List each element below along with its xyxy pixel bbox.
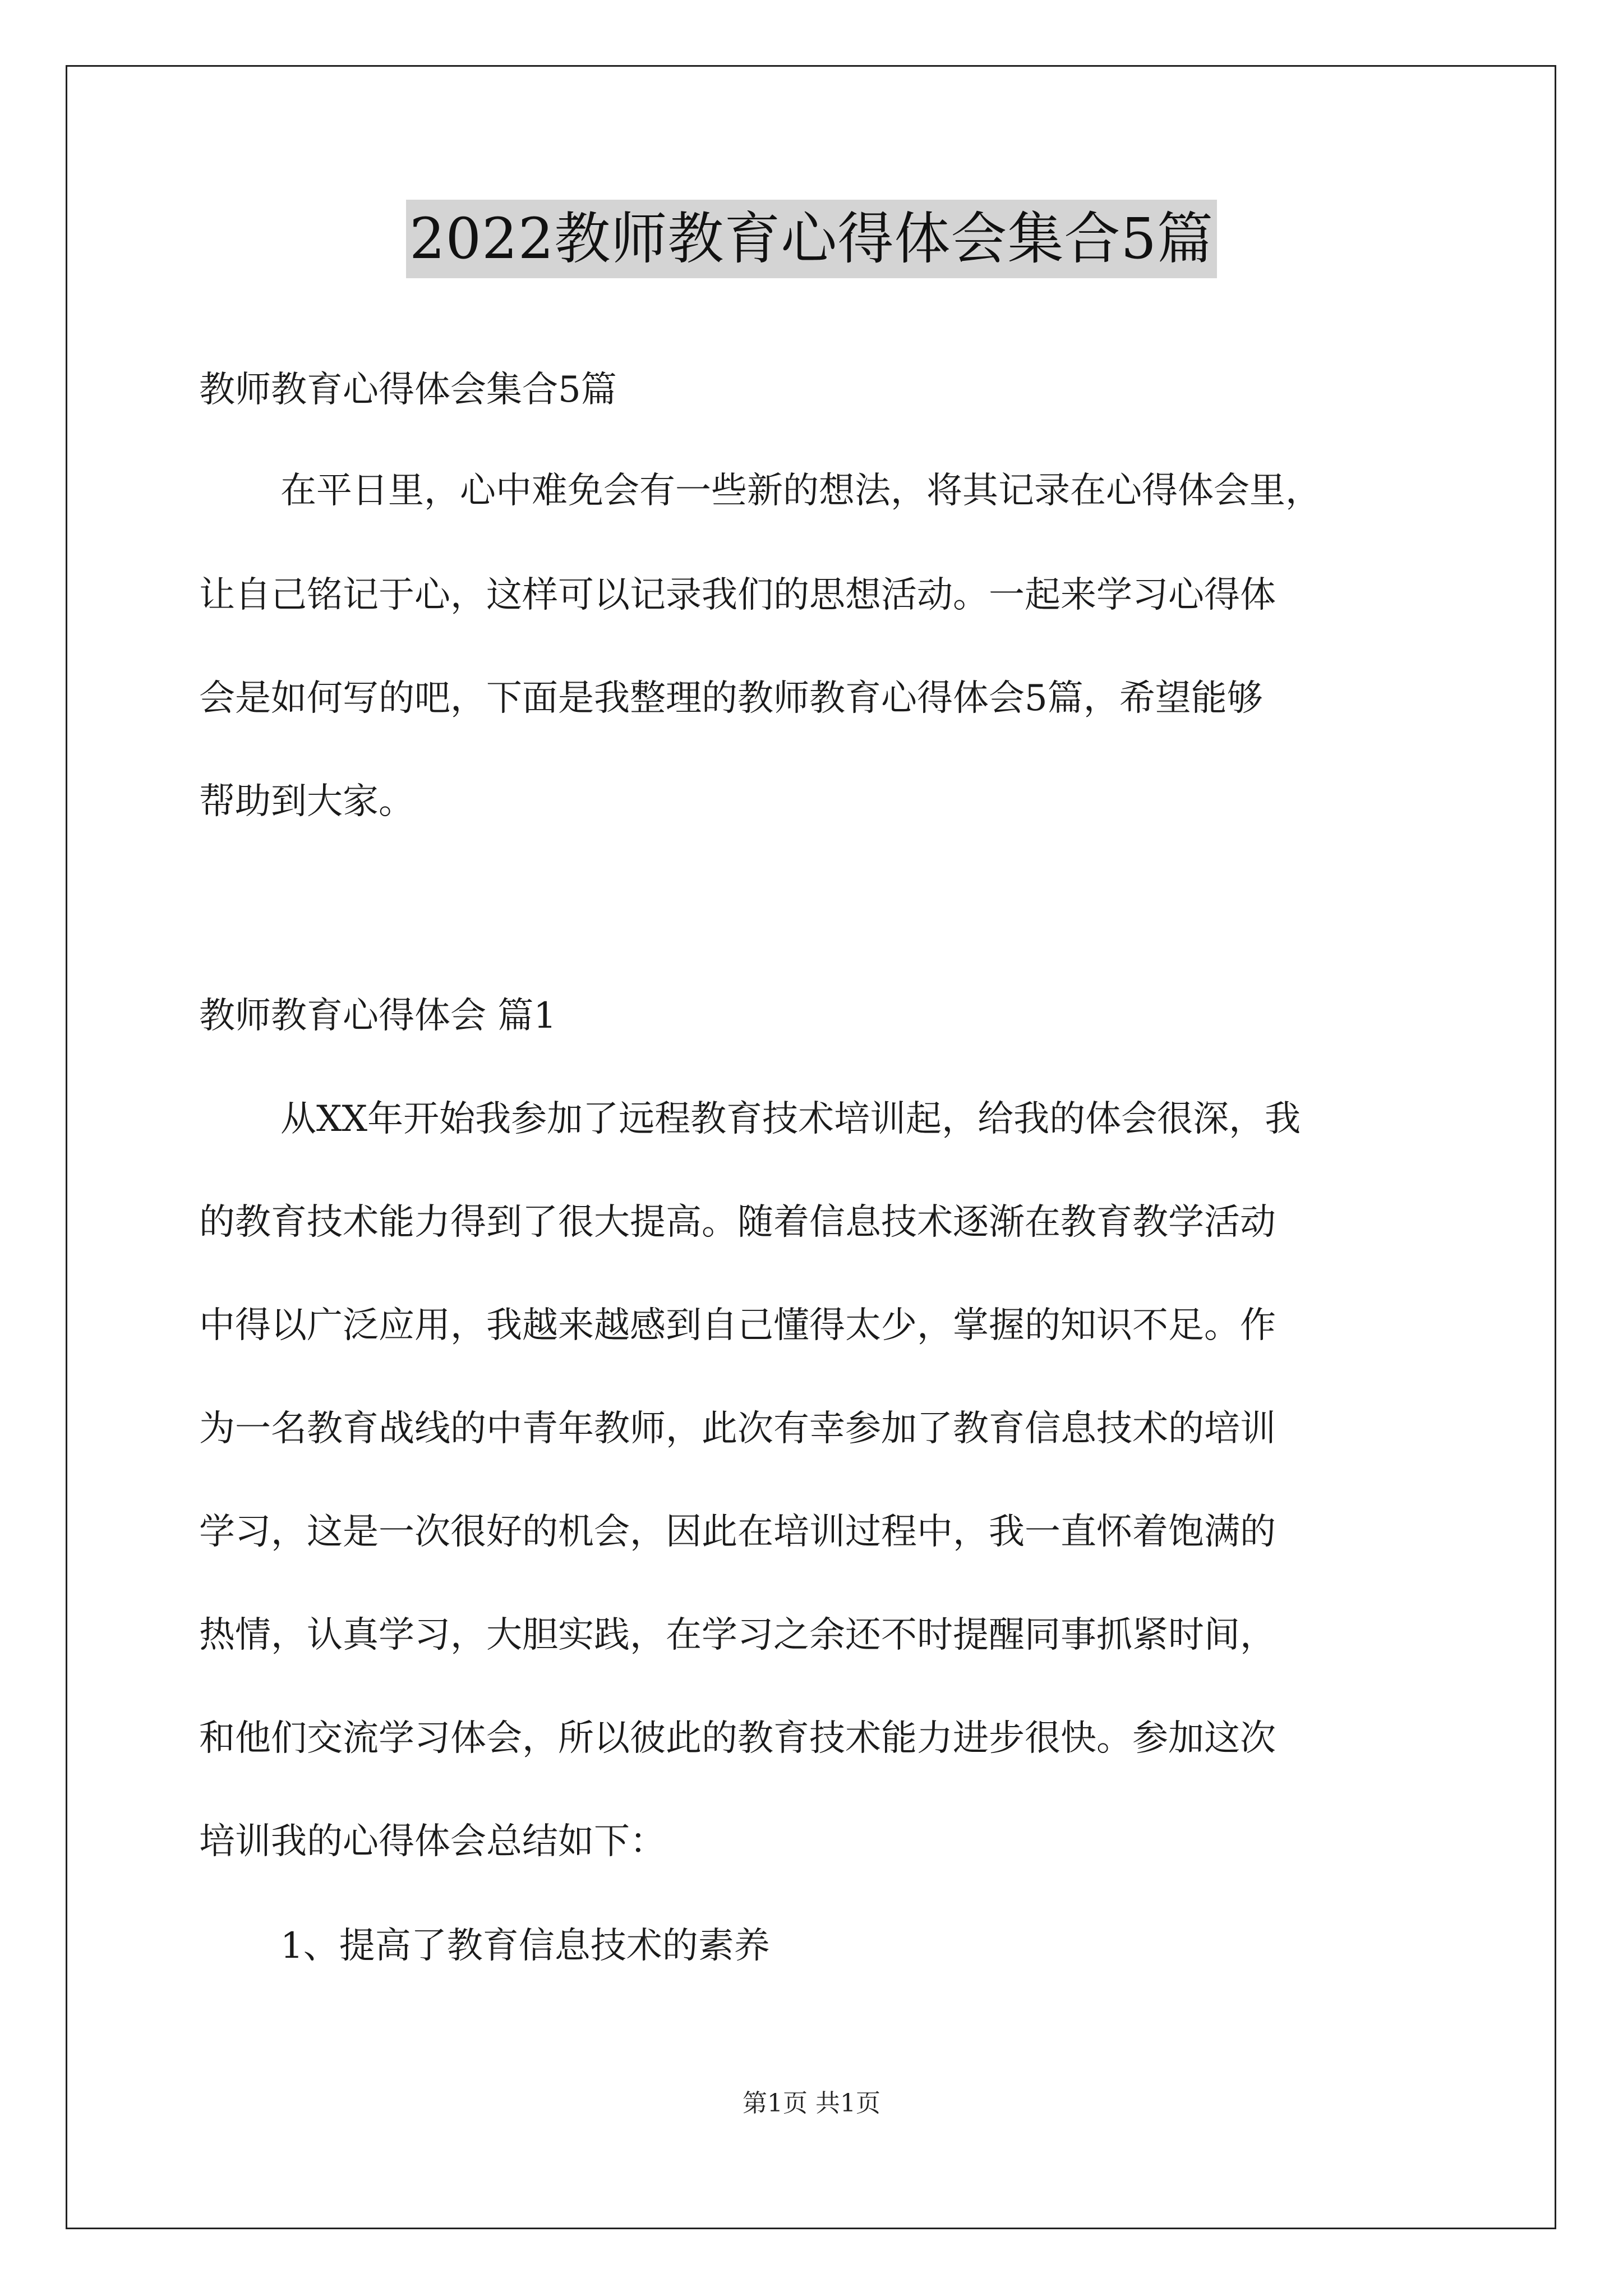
document-subtitle: 教师教育心得体会集合5篇 — [199, 369, 617, 411]
intro-line-4: 帮助到大家。 — [199, 781, 414, 822]
intro-line-1: 在平日里，心中难免会有一些新的想法，将其记录在心得体会里， — [280, 470, 1321, 512]
page-footer: 第1页 共1页 — [743, 2089, 880, 2118]
document-title: 2022教师教育心得体会集合5篇 — [406, 200, 1217, 278]
body-line-6: 热情，认真学习，大胆实践，在学习之余还不时提醒同事抓紧时间， — [199, 1614, 1276, 1656]
title-container — [0, 200, 1623, 278]
body-line-4: 为一名教育战线的中青年教师，此次有幸参加了教育信息技术的培训 — [199, 1408, 1276, 1450]
body-line-8: 培训我的心得体会总结如下： — [199, 1821, 666, 1862]
list-item-1: 1、提高了教育信息技术的素养 — [280, 1925, 770, 1967]
intro-line-2: 让自己铭记于心，这样可以记录我们的思想活动。一起来学习心得体 — [199, 574, 1276, 616]
body-line-3: 中得以广泛应用，我越来越感到自己懂得太少，掌握的知识不足。作 — [199, 1305, 1276, 1346]
intro-line-3: 会是如何写的吧，下面是我整理的教师教育心得体会5篇，希望能够 — [199, 678, 1263, 719]
body-line-5: 学习，这是一次很好的机会，因此在培训过程中，我一直怀着饱满的 — [199, 1511, 1276, 1553]
body-line-2: 的教育技术能力得到了很大提高。随着信息技术逐渐在教育教学活动 — [199, 1202, 1276, 1243]
section-heading: 教师教育心得体会 篇1 — [199, 995, 557, 1037]
body-line-1: 从XX年开始我参加了远程教育技术培训起，给我的体会很深，我 — [280, 1098, 1301, 1140]
body-line-7: 和他们交流学习体会，所以彼此的教育技术能力进步很快。参加这次 — [199, 1718, 1276, 1759]
